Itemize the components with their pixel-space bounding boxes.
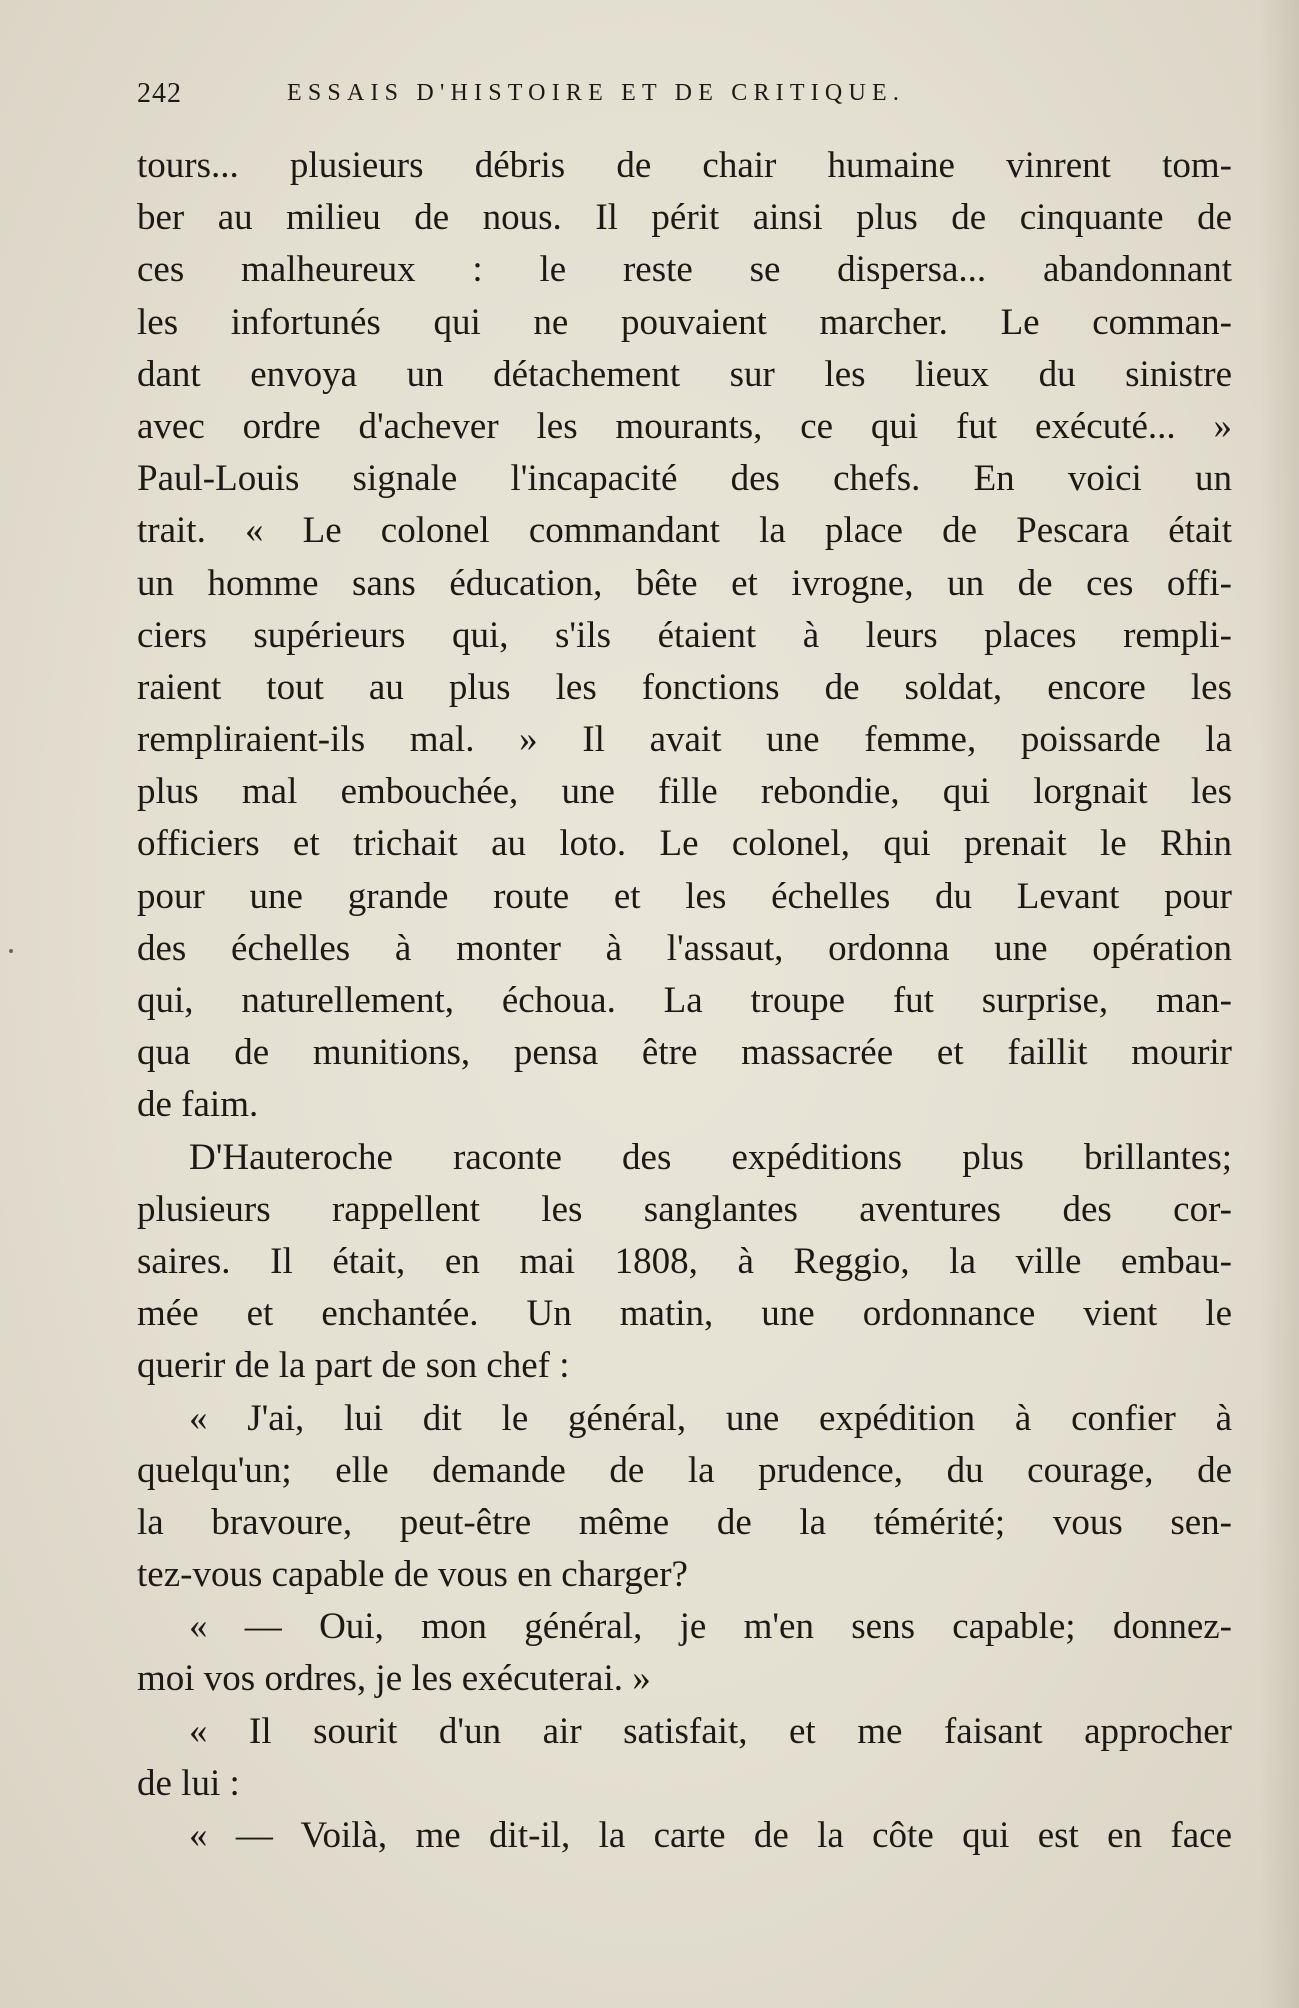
text-line: tours... plusieurs débris de chair humaine vinrent tom- <box>137 145 1232 186</box>
text-line: D'Hauteroche raconte des expéditions plus brillantes; <box>189 1136 1232 1178</box>
text-line: de faim. <box>137 1084 259 1126</box>
text-line: plusieurs rappellent les sanglantes aventures des cor- <box>137 1188 1232 1230</box>
page-edge-shadow <box>1259 0 1299 2008</box>
text-line: officiers et trichait au loto. Le colonel, qui prenait le Rhin <box>137 823 1232 865</box>
text-line: pour une grande route et les échelles du Levant pour <box>137 875 1232 917</box>
text-line: qua de munitions, pensa être massacrée et faillit mourir <box>137 1032 1232 1074</box>
text-line: mée et enchantée. Un matin, une ordonnance vient le <box>137 1293 1232 1335</box>
text-line: « — Oui, mon général, je m'en sens capable; donnez- <box>189 1606 1232 1648</box>
text-line: saires. Il était, en mai 1808, à Reggio, la ville embau- <box>137 1240 1232 1282</box>
text-line: ces malheureux : le reste se dispersa... abandonnant <box>137 249 1232 291</box>
text-line: « Il sourit d'un air satisfait, et me faisant approcher <box>189 1710 1232 1752</box>
text-line: ciers supérieurs qui, s'ils étaient à leurs places rempli- <box>137 614 1232 656</box>
text-line: tez-vous capable de vous en charger? <box>137 1554 688 1596</box>
running-title: ESSAIS D'HISTOIRE ET DE CRITIQUE. <box>287 80 906 106</box>
text-line: plus mal embouchée, une fille rebondie, qui lorgnait les <box>137 771 1232 813</box>
text-line: « — Voilà, me dit-il, la carte de la côte qui est en face <box>189 1815 1232 1856</box>
text-line: des échelles à monter à l'assaut, ordonna une opération <box>137 927 1232 969</box>
page-number: 242 <box>137 78 182 109</box>
text-line: les infortunés qui ne pouvaient marcher. Le comman- <box>137 301 1232 343</box>
text-line: dant envoya un détachement sur les lieux du sinistre <box>137 353 1232 395</box>
text-line: trait. « Le colonel commandant la place de Pescara était <box>137 510 1232 552</box>
text-line: qui, naturellement, échoua. La troupe fut surprise, man- <box>137 980 1232 1021</box>
text-line: rempliraient-ils mal. » Il avait une femme, poissarde la <box>137 719 1232 761</box>
body-text <box>137 140 1232 1862</box>
text-line: la bravoure, peut-être même de la témérité; vous sen- <box>137 1501 1232 1543</box>
text-line: « J'ai, lui dit le général, une expédition à confier à <box>189 1397 1232 1439</box>
text-line: avec ordre d'achever les mourants, ce qui fut exécuté... » <box>137 405 1232 447</box>
text-line: un homme sans éducation, bête et ivrogne, un de ces offi- <box>137 562 1232 604</box>
page-header <box>137 78 1237 118</box>
text-line: raient tout au plus les fonctions de soldat, encore les <box>137 666 1232 708</box>
text-line: quelqu'un; elle demande de la prudence, du courage, de <box>137 1449 1232 1491</box>
text-line: de lui : <box>137 1762 240 1804</box>
text-line: ber au milieu de nous. Il périt ainsi plus de cinquante de <box>137 197 1232 239</box>
text-line: moi vos ordres, je les exécuterai. » <box>137 1658 651 1700</box>
ink-speck <box>9 949 13 953</box>
text-line: Paul-Louis signale l'incapacité des chefs. En voici un <box>137 458 1232 500</box>
text-line: querir de la part de son chef : <box>137 1345 570 1387</box>
